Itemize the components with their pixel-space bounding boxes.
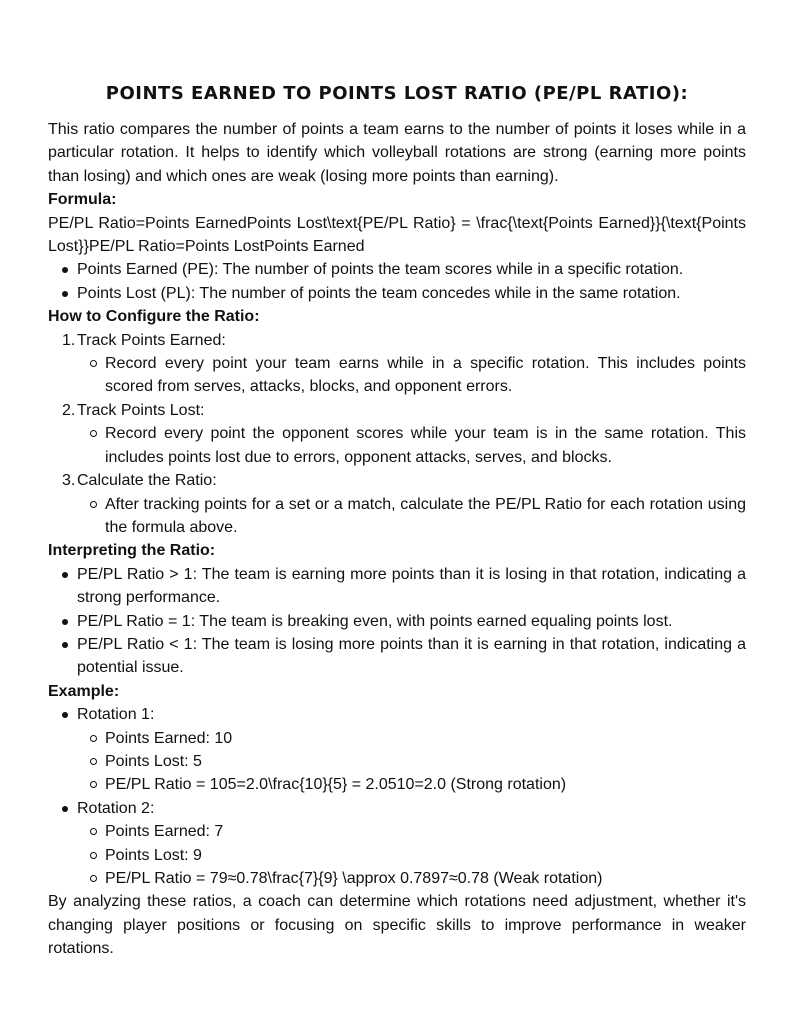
page-title: POINTS EARNED TO POINTS LOST RATIO (PE/PL RATIO): bbox=[105, 83, 689, 104]
intro-paragraph: This ratio compares the number of points a team earns to the number of points it loses while in a particular rotation. It helps to identify which volleyball rotations are strong (earning more points than losing) and which ones are weak (losing more points than earning). bbox=[48, 121, 746, 185]
rotation-details bbox=[48, 727, 746, 797]
example-heading: Example: bbox=[48, 682, 120, 700]
interpreting-heading: Interpreting the Ratio: bbox=[48, 542, 216, 560]
configure-steps bbox=[48, 329, 746, 540]
rotation-item bbox=[48, 797, 746, 891]
step-label: Calculate the Ratio: bbox=[77, 472, 217, 490]
rotation-label: Rotation 2: bbox=[77, 799, 155, 817]
list-item: PE/PL Ratio < 1: The team is losing more points than it is earning in that rotation, indicating a potential issue. bbox=[48, 633, 746, 680]
list-item: Record every point the opponent scores while your team is in the same rotation. This includes points lost due to errors, opponent attacks, serves, and blocks. bbox=[48, 422, 746, 469]
step-details bbox=[48, 422, 746, 469]
rotation-label: Rotation 1: bbox=[77, 706, 155, 724]
list-item: PE/PL Ratio > 1: The team is earning more points than it is losing in that rotation, indicating a strong performance. bbox=[48, 563, 746, 610]
document-body bbox=[48, 118, 746, 961]
list-item: Points Earned: 10 bbox=[48, 727, 746, 750]
conclusion-paragraph: By analyzing these ratios, a coach can determine which rotations need adjustment, whether it's changing player positions or focusing on specific skills to improve performance in weaker rotations. bbox=[48, 893, 746, 958]
step-number: 2. bbox=[62, 401, 76, 419]
list-item: PE/PL Ratio = 1: The team is breaking even, with points earned equaling points lost. bbox=[48, 610, 746, 633]
example-rotations bbox=[48, 703, 746, 890]
step-details bbox=[48, 352, 746, 399]
step-item bbox=[48, 399, 746, 469]
list-item: After tracking points for a set or a match, calculate the PE/PL Ratio for each rotation using the formula above. bbox=[48, 493, 746, 540]
list-item: Record every point your team earns while in a specific rotation. This includes points scored from serves, attacks, blocks, and opponent errors. bbox=[48, 352, 746, 399]
step-number: 3. bbox=[62, 472, 76, 490]
step-label: Track Points Earned: bbox=[77, 331, 226, 349]
formula-text: PE/PL Ratio=Points EarnedPoints Lost\text{PE/PL Ratio} = \frac{\text{Points Earned}}{\text{Points Lost}}PE/PL Ratio=Points LostPoints Earned bbox=[48, 214, 746, 256]
configure-heading: How to Configure the Ratio: bbox=[48, 308, 260, 326]
list-item: PE/PL Ratio = 79≈0.78\frac{7}{9} \approx 0.7897≈0.78 (Weak rotation) bbox=[48, 867, 746, 890]
step-item bbox=[48, 469, 746, 539]
step-details bbox=[48, 493, 746, 540]
list-item: PE/PL Ratio = 105=2.0\frac{10}{5} = 2.0510=2.0 (Strong rotation) bbox=[48, 773, 746, 796]
interpreting-list bbox=[48, 563, 746, 680]
list-item: Points Earned: 7 bbox=[48, 820, 746, 843]
list-item: Points Earned (PE): The number of points the team scores while in a specific rotation. bbox=[48, 258, 746, 281]
rotation-item bbox=[48, 703, 746, 797]
step-number: 1. bbox=[62, 331, 76, 349]
list-item: Points Lost (PL): The number of points the team concedes while in the same rotation. bbox=[48, 282, 746, 305]
formula-heading: Formula: bbox=[48, 191, 117, 209]
formula-definitions bbox=[48, 258, 746, 305]
list-item: Points Lost: 5 bbox=[48, 750, 746, 773]
rotation-details bbox=[48, 820, 746, 890]
list-item: Points Lost: 9 bbox=[48, 844, 746, 867]
step-item bbox=[48, 329, 746, 399]
step-label: Track Points Lost: bbox=[77, 401, 205, 419]
